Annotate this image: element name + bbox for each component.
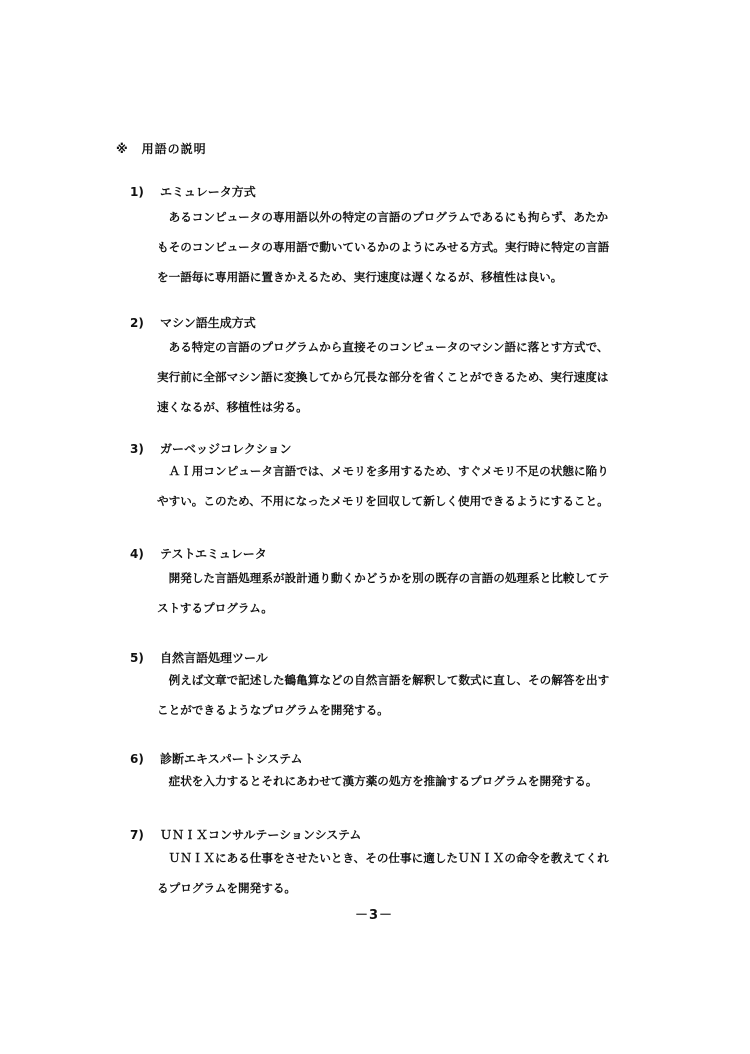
body-line: ストするプログラム。	[157, 601, 273, 615]
body-line: もそのコンピュータの専用語で動いているかのようにみせる方式。実行時に特定の言語	[157, 240, 610, 254]
item-1-body	[157, 202, 627, 292]
body-line: 例えば文章で記述した鶴亀算などの自然言語を解釈して数式に直し、その解答を出す	[157, 673, 610, 687]
item-5-title	[130, 649, 268, 666]
body-line: 実行前に全部マシン語に変換してから冗長な部分を省くことができるため、実行速度は	[157, 370, 609, 384]
item-2-title	[130, 314, 256, 331]
item-1-title	[130, 183, 256, 200]
item-4-title	[130, 545, 267, 562]
item-title-text: テストエミュレータ	[160, 547, 267, 561]
item-number: 5)	[130, 651, 144, 665]
item-7-title	[130, 826, 361, 843]
item-3-title	[130, 440, 292, 457]
item-title-text: ガーベッジコレクション	[160, 442, 292, 456]
item-title-text: 自然言語処理ツール	[160, 651, 268, 665]
item-number: 6)	[130, 752, 144, 766]
body-line: ある特定の言語のプログラムから直接そのコンピュータのマシン語に落とす方式で、	[157, 340, 609, 354]
item-7-body	[157, 843, 627, 903]
item-6-body	[157, 766, 627, 796]
item-title-text: 診断エキスパートシステム	[160, 752, 303, 766]
body-line: るプログラムを開発する。	[157, 881, 297, 895]
body-line: を一語毎に専用語に置きかえるため、実行速度は遅くなるが、移植性は良い。	[157, 270, 563, 284]
item-title-text: マシン語生成方式	[160, 316, 256, 330]
item-6-title	[130, 750, 303, 767]
item-5-body	[157, 665, 627, 725]
body-line: 開発した言語処理系が設計通り動くかどうかを別の既存の言語の処理系と比較してテ	[157, 571, 610, 585]
body-line: やすい。このため、不用になったメモリを回収して新しく使用できるようにすること。	[157, 494, 609, 508]
item-number: 3)	[130, 442, 144, 456]
item-2-body	[157, 332, 627, 422]
body-line: 症状を入力するとそれにあわせて漢方薬の処方を推論するプログラムを開発する。	[157, 774, 598, 788]
item-number: 7)	[130, 828, 144, 842]
body-line: ＡＩ用コンピュータ言語では、メモリを多用するため、すぐメモリ不足の状態に陥り	[157, 464, 609, 478]
section-heading: ※ 用語の説明	[116, 142, 207, 156]
body-line: ＵＮＩＸにある仕事をさせたいとき、その仕事に適したＵＮＩＸの命令を教えてくれ	[157, 851, 609, 865]
item-3-body	[157, 456, 627, 516]
item-number: 4)	[130, 547, 144, 561]
body-line: ことができるようなプログラムを開発する。	[157, 703, 389, 717]
item-title-text: ＵＮＩＸコンサルテーションシステム	[160, 828, 362, 842]
body-line: あるコンピュータの専用語以外の特定の言語のプログラムであるにも拘らず、あたか	[157, 210, 609, 224]
item-4-body	[157, 563, 627, 623]
item-number: 2)	[130, 316, 144, 330]
item-number: 1)	[130, 185, 144, 199]
item-title-text: エミュレータ方式	[160, 185, 256, 199]
page-number: －3－	[355, 908, 394, 923]
body-line: 速くなるが、移植性は劣る。	[157, 400, 308, 414]
